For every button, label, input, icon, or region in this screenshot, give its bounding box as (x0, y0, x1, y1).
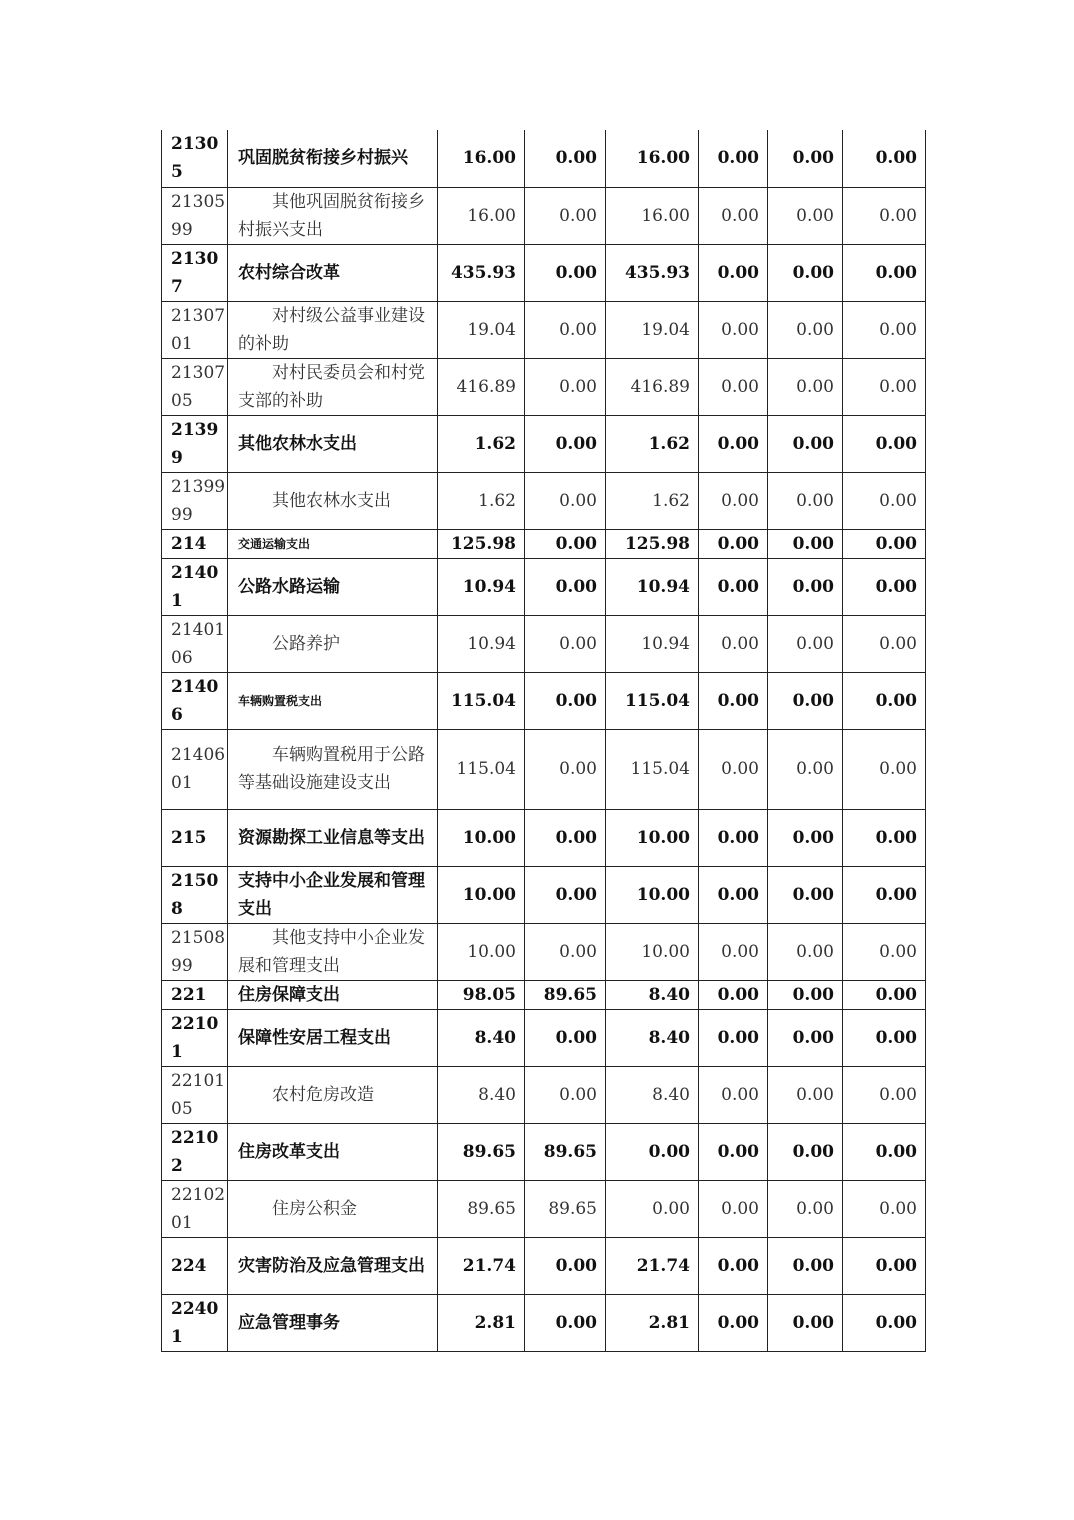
amount-cell: 0.00 (768, 130, 843, 187)
amount-cell: 0.00 (768, 923, 843, 980)
amount-cell: 10.94 (438, 558, 525, 615)
amount-cell: 0.00 (525, 244, 606, 301)
amount-cell: 0.00 (843, 615, 926, 672)
subject-name-cell: 其他巩固脱贫衔接乡村振兴支出 (228, 187, 438, 244)
amount-cell: 2.81 (438, 1294, 525, 1351)
amount-cell: 16.00 (438, 130, 525, 187)
amount-cell: 89.65 (438, 1180, 525, 1237)
subject-name-cell: 巩固脱贫衔接乡村振兴 (228, 130, 438, 187)
subject-name-cell: 其他农林水支出 (228, 415, 438, 472)
amount-cell: 0.00 (525, 1237, 606, 1294)
amount-cell: 0.00 (768, 1294, 843, 1351)
amount-cell: 10.00 (438, 866, 525, 923)
amount-cell: 0.00 (525, 130, 606, 187)
table-row (162, 558, 926, 615)
amount-cell: 0.00 (525, 529, 606, 558)
amount-cell: 0.00 (768, 301, 843, 358)
amount-cell: 10.94 (606, 615, 699, 672)
subject-name-cell: 公路水路运输 (228, 558, 438, 615)
amount-cell: 0.00 (768, 1123, 843, 1180)
table-row (162, 130, 926, 187)
amount-cell: 0.00 (699, 187, 768, 244)
subject-name-cell: 其他农林水支出 (228, 472, 438, 529)
amount-cell: 0.00 (525, 187, 606, 244)
amount-cell: 0.00 (843, 809, 926, 866)
table-row (162, 1009, 926, 1066)
table-row (162, 301, 926, 358)
budget-table (161, 130, 926, 1352)
subject-name-cell: 住房公积金 (228, 1180, 438, 1237)
amount-cell: 0.00 (768, 1066, 843, 1123)
table-row (162, 672, 926, 729)
amount-cell: 0.00 (699, 130, 768, 187)
amount-cell: 0.00 (843, 187, 926, 244)
amount-cell: 0.00 (699, 980, 768, 1009)
amount-cell: 10.00 (438, 923, 525, 980)
amount-cell: 0.00 (699, 415, 768, 472)
amount-cell: 0.00 (525, 866, 606, 923)
amount-cell: 10.94 (438, 615, 525, 672)
subject-code-cell: 2140601 (162, 729, 228, 809)
amount-cell: 0.00 (843, 415, 926, 472)
amount-cell: 0.00 (768, 415, 843, 472)
subject-name-cell: 农村危房改造 (228, 1066, 438, 1123)
amount-cell: 0.00 (843, 358, 926, 415)
table-row (162, 923, 926, 980)
amount-cell: 0.00 (699, 866, 768, 923)
subject-code-cell: 2130599 (162, 187, 228, 244)
amount-cell: 0.00 (525, 672, 606, 729)
amount-cell: 0.00 (768, 187, 843, 244)
subject-name-cell: 对村级公益事业建设的补助 (228, 301, 438, 358)
amount-cell: 0.00 (525, 558, 606, 615)
amount-cell: 0.00 (699, 672, 768, 729)
amount-cell: 8.40 (606, 980, 699, 1009)
amount-cell: 0.00 (699, 472, 768, 529)
amount-cell: 115.04 (606, 729, 699, 809)
amount-cell: 89.65 (438, 1123, 525, 1180)
subject-name-cell: 对村民委员会和村党支部的补助 (228, 358, 438, 415)
subject-name-cell: 应急管理事务 (228, 1294, 438, 1351)
amount-cell: 125.98 (438, 529, 525, 558)
amount-cell: 0.00 (768, 358, 843, 415)
amount-cell: 0.00 (699, 301, 768, 358)
amount-cell: 0.00 (699, 1009, 768, 1066)
amount-cell: 1.62 (438, 415, 525, 472)
subject-name-cell: 车辆购置税支出 (228, 672, 438, 729)
document-page (161, 130, 925, 1352)
subject-code-cell: 215 (162, 809, 228, 866)
amount-cell: 416.89 (606, 358, 699, 415)
subject-name-cell: 支持中小企业发展和管理支出 (228, 866, 438, 923)
amount-cell: 0.00 (699, 1180, 768, 1237)
amount-cell: 0.00 (699, 1294, 768, 1351)
subject-name-cell: 灾害防治及应急管理支出 (228, 1237, 438, 1294)
subject-name-cell: 住房保障支出 (228, 980, 438, 1009)
subject-code-cell: 21401 (162, 558, 228, 615)
amount-cell: 10.00 (606, 809, 699, 866)
amount-cell: 115.04 (438, 729, 525, 809)
amount-cell: 0.00 (843, 1066, 926, 1123)
subject-name-cell: 保障性安居工程支出 (228, 1009, 438, 1066)
subject-code-cell: 214 (162, 529, 228, 558)
amount-cell: 0.00 (525, 415, 606, 472)
table-row (162, 1294, 926, 1351)
amount-cell: 0.00 (768, 244, 843, 301)
amount-cell: 0.00 (699, 809, 768, 866)
amount-cell: 0.00 (699, 358, 768, 415)
table-row (162, 866, 926, 923)
amount-cell: 16.00 (438, 187, 525, 244)
subject-code-cell: 21399 (162, 415, 228, 472)
amount-cell: 8.40 (438, 1009, 525, 1066)
subject-code-cell: 22401 (162, 1294, 228, 1351)
subject-name-cell: 其他支持中小企业发展和管理支出 (228, 923, 438, 980)
subject-code-cell: 21508 (162, 866, 228, 923)
amount-cell: 0.00 (843, 1237, 926, 1294)
subject-code-cell: 2139999 (162, 472, 228, 529)
subject-code-cell: 22101 (162, 1009, 228, 1066)
amount-cell: 0.00 (843, 729, 926, 809)
table-row (162, 809, 926, 866)
amount-cell: 98.05 (438, 980, 525, 1009)
amount-cell: 0.00 (768, 672, 843, 729)
amount-cell: 0.00 (768, 809, 843, 866)
table-row (162, 980, 926, 1009)
amount-cell: 8.40 (606, 1066, 699, 1123)
amount-cell: 0.00 (699, 729, 768, 809)
amount-cell: 0.00 (843, 1123, 926, 1180)
table-row (162, 1066, 926, 1123)
amount-cell: 0.00 (699, 1066, 768, 1123)
amount-cell: 89.65 (525, 980, 606, 1009)
amount-cell: 0.00 (525, 809, 606, 866)
subject-name-cell: 资源勘探工业信息等支出 (228, 809, 438, 866)
amount-cell: 0.00 (525, 729, 606, 809)
amount-cell: 0.00 (843, 1294, 926, 1351)
amount-cell: 0.00 (768, 1009, 843, 1066)
subject-code-cell: 21406 (162, 672, 228, 729)
amount-cell: 0.00 (768, 1180, 843, 1237)
amount-cell: 0.00 (843, 130, 926, 187)
amount-cell: 0.00 (525, 1009, 606, 1066)
table-row (162, 187, 926, 244)
table-row (162, 472, 926, 529)
subject-name-cell: 住房改革支出 (228, 1123, 438, 1180)
amount-cell: 0.00 (843, 472, 926, 529)
amount-cell: 435.93 (438, 244, 525, 301)
table-row (162, 615, 926, 672)
amount-cell: 16.00 (606, 130, 699, 187)
amount-cell: 1.62 (606, 472, 699, 529)
amount-cell: 0.00 (768, 866, 843, 923)
amount-cell: 0.00 (699, 558, 768, 615)
subject-code-cell: 2210105 (162, 1066, 228, 1123)
subject-code-cell: 22102 (162, 1123, 228, 1180)
amount-cell: 19.04 (438, 301, 525, 358)
amount-cell: 0.00 (843, 529, 926, 558)
amount-cell: 0.00 (525, 615, 606, 672)
amount-cell: 0.00 (525, 358, 606, 415)
table-row (162, 529, 926, 558)
table-row (162, 358, 926, 415)
table-body (162, 130, 926, 1351)
subject-name-cell: 车辆购置税用于公路等基础设施建设支出 (228, 729, 438, 809)
amount-cell: 2.81 (606, 1294, 699, 1351)
amount-cell: 0.00 (699, 923, 768, 980)
amount-cell: 435.93 (606, 244, 699, 301)
subject-code-cell: 2130705 (162, 358, 228, 415)
amount-cell: 10.00 (438, 809, 525, 866)
subject-code-cell: 2150899 (162, 923, 228, 980)
amount-cell: 0.00 (699, 1123, 768, 1180)
table-row (162, 244, 926, 301)
amount-cell: 1.62 (438, 472, 525, 529)
table-row (162, 729, 926, 809)
amount-cell: 89.65 (525, 1123, 606, 1180)
amount-cell: 0.00 (606, 1180, 699, 1237)
subject-code-cell: 21305 (162, 130, 228, 187)
amount-cell: 416.89 (438, 358, 525, 415)
subject-name-cell: 交通运输支出 (228, 529, 438, 558)
amount-cell: 0.00 (843, 244, 926, 301)
amount-cell: 0.00 (525, 1066, 606, 1123)
amount-cell: 0.00 (768, 729, 843, 809)
amount-cell: 0.00 (843, 866, 926, 923)
amount-cell: 8.40 (606, 1009, 699, 1066)
amount-cell: 0.00 (843, 980, 926, 1009)
table-row (162, 1180, 926, 1237)
subject-code-cell: 2210201 (162, 1180, 228, 1237)
amount-cell: 0.00 (843, 558, 926, 615)
amount-cell: 89.65 (525, 1180, 606, 1237)
subject-name-cell: 农村综合改革 (228, 244, 438, 301)
amount-cell: 0.00 (843, 672, 926, 729)
amount-cell: 0.00 (606, 1123, 699, 1180)
amount-cell: 0.00 (699, 1237, 768, 1294)
table-row (162, 415, 926, 472)
amount-cell: 0.00 (843, 923, 926, 980)
amount-cell: 0.00 (699, 615, 768, 672)
amount-cell: 19.04 (606, 301, 699, 358)
amount-cell: 115.04 (606, 672, 699, 729)
amount-cell: 125.98 (606, 529, 699, 558)
subject-code-cell: 224 (162, 1237, 228, 1294)
amount-cell: 0.00 (525, 301, 606, 358)
subject-name-cell: 公路养护 (228, 615, 438, 672)
amount-cell: 0.00 (768, 1237, 843, 1294)
amount-cell: 0.00 (525, 472, 606, 529)
table-row (162, 1123, 926, 1180)
amount-cell: 0.00 (768, 980, 843, 1009)
amount-cell: 16.00 (606, 187, 699, 244)
amount-cell: 21.74 (606, 1237, 699, 1294)
amount-cell: 0.00 (843, 301, 926, 358)
amount-cell: 0.00 (768, 472, 843, 529)
subject-code-cell: 21307 (162, 244, 228, 301)
subject-code-cell: 2130701 (162, 301, 228, 358)
subject-code-cell: 221 (162, 980, 228, 1009)
amount-cell: 0.00 (699, 244, 768, 301)
amount-cell: 0.00 (843, 1009, 926, 1066)
amount-cell: 0.00 (768, 558, 843, 615)
amount-cell: 0.00 (768, 615, 843, 672)
amount-cell: 10.94 (606, 558, 699, 615)
amount-cell: 8.40 (438, 1066, 525, 1123)
amount-cell: 10.00 (606, 866, 699, 923)
amount-cell: 0.00 (768, 529, 843, 558)
table-row (162, 1237, 926, 1294)
amount-cell: 0.00 (525, 923, 606, 980)
amount-cell: 0.00 (525, 1294, 606, 1351)
amount-cell: 115.04 (438, 672, 525, 729)
amount-cell: 21.74 (438, 1237, 525, 1294)
amount-cell: 1.62 (606, 415, 699, 472)
amount-cell: 10.00 (606, 923, 699, 980)
amount-cell: 0.00 (843, 1180, 926, 1237)
amount-cell: 0.00 (699, 529, 768, 558)
subject-code-cell: 2140106 (162, 615, 228, 672)
